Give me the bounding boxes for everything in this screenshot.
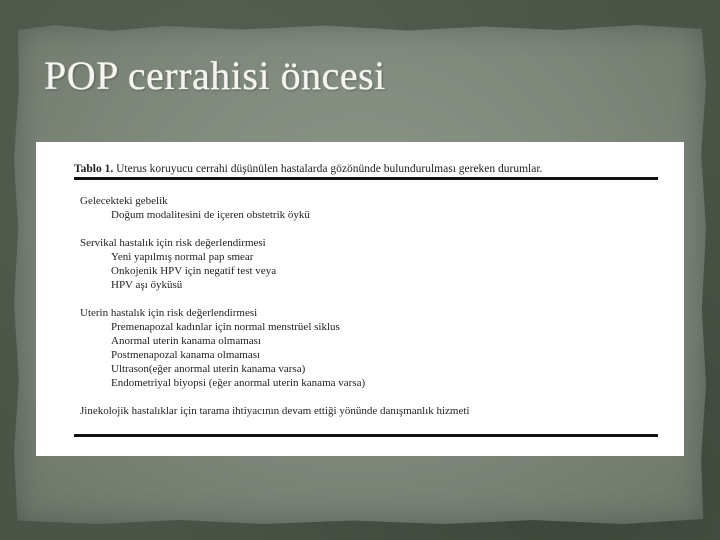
table-image bbox=[36, 142, 684, 456]
section-heading-future-pregnancy: Gelecekteki gebelik bbox=[80, 195, 168, 207]
list-item: Endometriyal biyopsi (eğer anormal uterin kanama varsa) bbox=[111, 377, 366, 389]
list-item: Onkojenik HPV için negatif test veya bbox=[111, 265, 277, 277]
section-heading-uterine-risk: Uterin hastalık için risk değerlendirmesi bbox=[80, 307, 258, 319]
list-item: Anormal uterin kanama olmaması bbox=[111, 335, 261, 347]
list-item: Ultrason(eğer anormal uterin kanama varsa) bbox=[111, 363, 306, 375]
list-item: Yeni yapılmış normal pap smear bbox=[111, 251, 254, 263]
table-caption-text: Uterus koruyucu cerrahi düşünülen hastalarda gözönünde bulundurulması gereken durumlar. bbox=[113, 163, 543, 175]
table-bottom-rule bbox=[74, 434, 658, 437]
section-heading-counseling: Jinekolojik hastalıklar için tarama ihtiyacının devam ettiği yönünde danışmanlık hizmeti bbox=[80, 405, 470, 417]
table-caption bbox=[74, 163, 542, 175]
section-heading-cervical-risk: Servikal hastalık için risk değerlendirmesi bbox=[80, 237, 266, 249]
table-caption-label: Tablo 1. bbox=[74, 163, 114, 175]
slide-title: POP cerrahisi öncesi bbox=[44, 53, 386, 98]
list-item: Premenapozal kadınlar için normal menstrüel siklus bbox=[111, 321, 340, 333]
list-item: HPV aşı öyküsü bbox=[111, 279, 183, 291]
list-item: Postmenapozal kanama olmaması bbox=[111, 349, 261, 361]
list-item: Doğum modalitesini de içeren obstetrik öykü bbox=[111, 209, 310, 221]
table-top-rule bbox=[74, 177, 658, 180]
